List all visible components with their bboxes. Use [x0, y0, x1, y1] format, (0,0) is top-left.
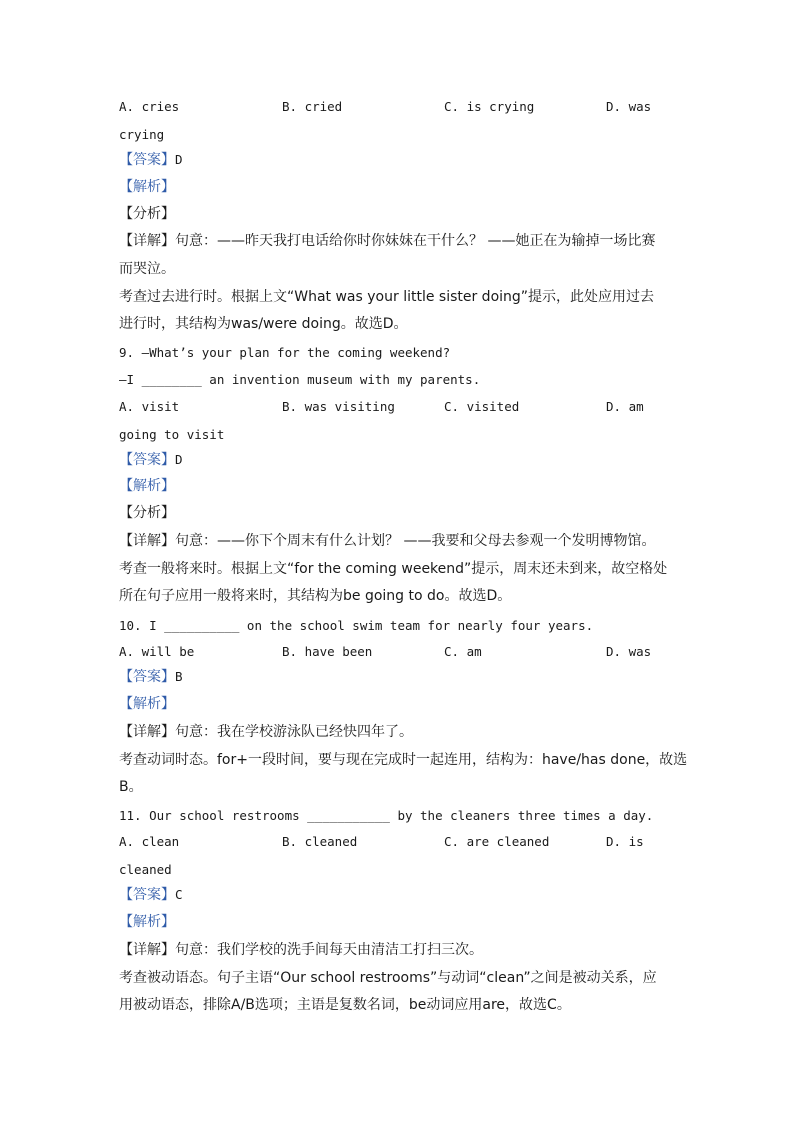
q8-explanation-line2: 进行时，其结构为was/were doing。故选D。 — [119, 316, 408, 332]
q10-analysis-label: 【解析】 — [119, 696, 175, 712]
detail-label: 【详解】 — [119, 724, 175, 740]
detail-text: 句意：我在学校游泳队已经快四年了。 — [175, 724, 413, 740]
q9-option-wrap: going to visit — [119, 427, 225, 442]
q11-option-d[interactable]: D. is — [606, 834, 644, 849]
q11-stem: 11. Our school restrooms ___________ by the cleaners three times a day. — [119, 808, 654, 823]
q9-explanation-line1: 考查一般将来时。根据上文“for the coming weekend”提示，周末还未到来，故空格处 — [119, 561, 668, 577]
q11-analysis-label: 【解析】 — [119, 914, 175, 930]
q10-explanation-line1: 考查动词时态。for+一段时间，要与现在完成时一起连用，结构为：have/has done，故选 — [119, 752, 688, 768]
q9-option-c[interactable]: C. visited — [444, 399, 520, 414]
q11-option-c[interactable]: C. are cleaned — [444, 834, 550, 849]
q9-option-b[interactable]: B. was visiting — [282, 399, 395, 414]
answer-value: C — [175, 887, 183, 902]
answer-value: D — [175, 152, 183, 167]
q11-explanation-line2: 用被动语态，排除A/B选项；主语是复数名词，be动词应用are，故选C。 — [119, 997, 571, 1013]
q10-option-a[interactable]: A. will be — [119, 644, 195, 659]
q9-detail — [119, 532, 655, 550]
q8-option-b[interactable]: B. cried — [282, 99, 343, 114]
answer-label: 【答案】 — [119, 452, 175, 468]
q9-explanation-line2: 所在句子应用一般将来时，其结构为be going to do。故选D。 — [119, 588, 512, 604]
q9-stem-line2: —I ________ an invention museum with my parents. — [119, 372, 481, 387]
answer-label: 【答案】 — [119, 669, 175, 685]
answer-value: B — [175, 669, 183, 684]
q11-option-b[interactable]: B. cleaned — [282, 834, 358, 849]
q8-fenxi-label: 【分析】 — [119, 206, 175, 222]
q10-answer — [119, 668, 183, 686]
answer-label: 【答案】 — [119, 887, 175, 903]
detail-label: 【详解】 — [119, 942, 175, 958]
q8-analysis-label: 【解析】 — [119, 179, 175, 195]
q8-detail — [119, 232, 655, 250]
detail-label: 【详解】 — [119, 533, 175, 549]
q11-option-a[interactable]: A. clean — [119, 834, 180, 849]
detail-text: 句意：我们学校的洗手间每天由清洁工打扫三次。 — [175, 942, 483, 958]
q8-option-d[interactable]: D. was — [606, 99, 652, 114]
q11-explanation-line1: 考查被动语态。句子主语“Our school restrooms”与动词“clean”之间是被动关系，应 — [119, 970, 657, 986]
answer-label: 【答案】 — [119, 152, 175, 168]
q11-answer — [119, 886, 183, 904]
q8-option-wrap: crying — [119, 127, 165, 142]
q11-option-wrap: cleaned — [119, 862, 172, 877]
q9-analysis-label: 【解析】 — [119, 478, 175, 494]
answer-value: D — [175, 452, 183, 467]
q8-options-row — [0, 99, 794, 117]
q8-detail-line2: 而哭泣。 — [119, 261, 175, 277]
q11-options-row — [0, 834, 794, 852]
q9-stem-line1: 9. —What’s your plan for the coming weekend? — [119, 345, 451, 360]
q10-detail — [119, 723, 413, 741]
q10-option-b[interactable]: B. have been — [282, 644, 373, 659]
q10-option-d[interactable]: D. was — [606, 644, 652, 659]
detail-text: 句意：——昨天我打电话给你时你妹妹在干什么？ ——她正在为输掉一场比赛 — [175, 233, 656, 249]
q10-options-row — [0, 644, 794, 662]
q8-explanation-line1: 考查过去进行时。根据上文“What was your little sister doing”提示，此处应用过去 — [119, 289, 655, 305]
q10-option-c[interactable]: C. am — [444, 644, 482, 659]
q9-option-d[interactable]: D. am — [606, 399, 644, 414]
q9-option-a[interactable]: A. visit — [119, 399, 180, 414]
detail-text: 句意：——你下个周末有什么计划？ ——我要和父母去参观一个发明博物馆。 — [175, 533, 656, 549]
q8-option-c[interactable]: C. is crying — [444, 99, 535, 114]
q8-answer — [119, 151, 183, 169]
detail-label: 【详解】 — [119, 233, 175, 249]
q8-option-a[interactable]: A. cries — [119, 99, 180, 114]
q10-explanation-line2: B。 — [119, 779, 143, 795]
q10-stem: 10. I __________ on the school swim team for nearly four years. — [119, 618, 594, 633]
q11-detail — [119, 941, 483, 959]
q9-answer — [119, 451, 183, 469]
q9-fenxi-label: 【分析】 — [119, 505, 175, 521]
q9-options-row — [0, 399, 794, 417]
